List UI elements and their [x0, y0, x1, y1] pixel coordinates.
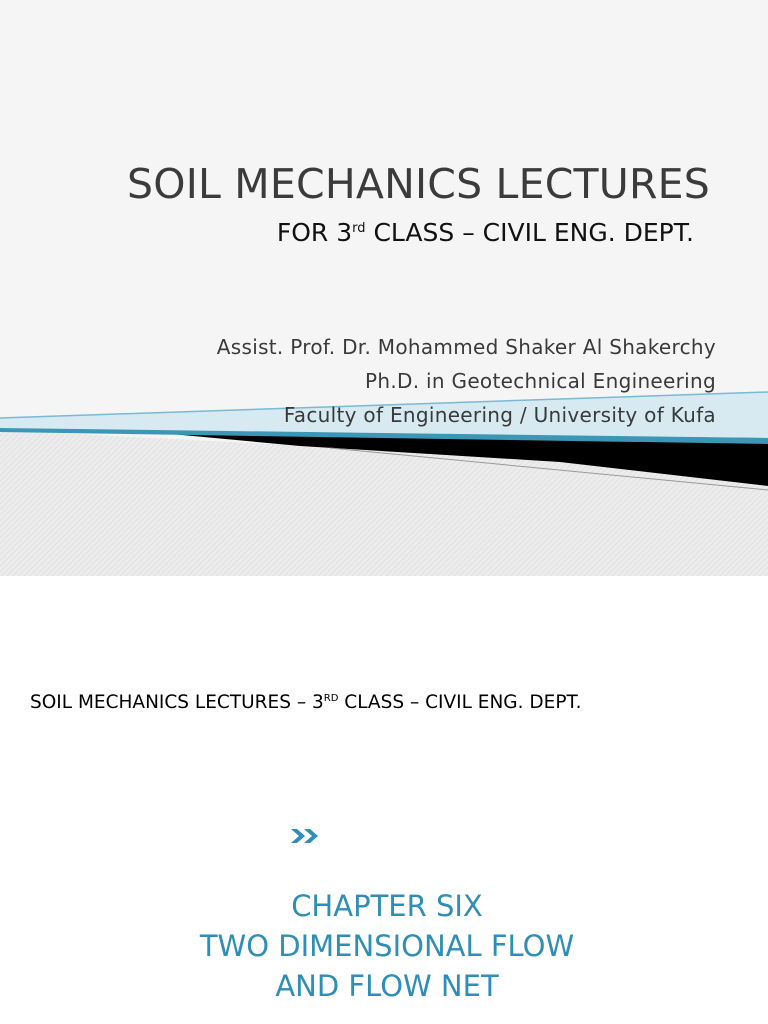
author-degree: Ph.D. in Geotechnical Engineering	[365, 369, 716, 393]
chapter-number: CHAPTER SIX	[291, 889, 483, 923]
author-affiliation: Faculty of Engineering / University of Kufa	[283, 403, 716, 427]
header-suffix: CLASS – CIVIL ENG. DEPT.	[338, 692, 582, 713]
subtitle-superscript: rd	[352, 221, 366, 236]
header-prefix: SOIL MECHANICS LECTURES – 3	[30, 692, 324, 713]
slide-subtitle	[0, 218, 694, 247]
header-superscript: RD	[323, 693, 339, 704]
slide-title: SOIL MECHANICS LECTURES	[127, 160, 710, 208]
chapter-title-line2: AND FLOW NET	[275, 969, 499, 1003]
subtitle-prefix: FOR 3	[276, 218, 353, 247]
double-chevron-right-icon	[290, 826, 324, 846]
slide-header	[30, 692, 581, 713]
subtitle-suffix: CLASS – CIVIL ENG. DEPT.	[365, 218, 694, 247]
author-name: Assist. Prof. Dr. Mohammed Shaker Al Shakerchy	[216, 335, 716, 359]
chapter-slide	[0, 576, 768, 1024]
chapter-title-line1: TWO DIMENSIONAL FLOW	[199, 929, 575, 963]
